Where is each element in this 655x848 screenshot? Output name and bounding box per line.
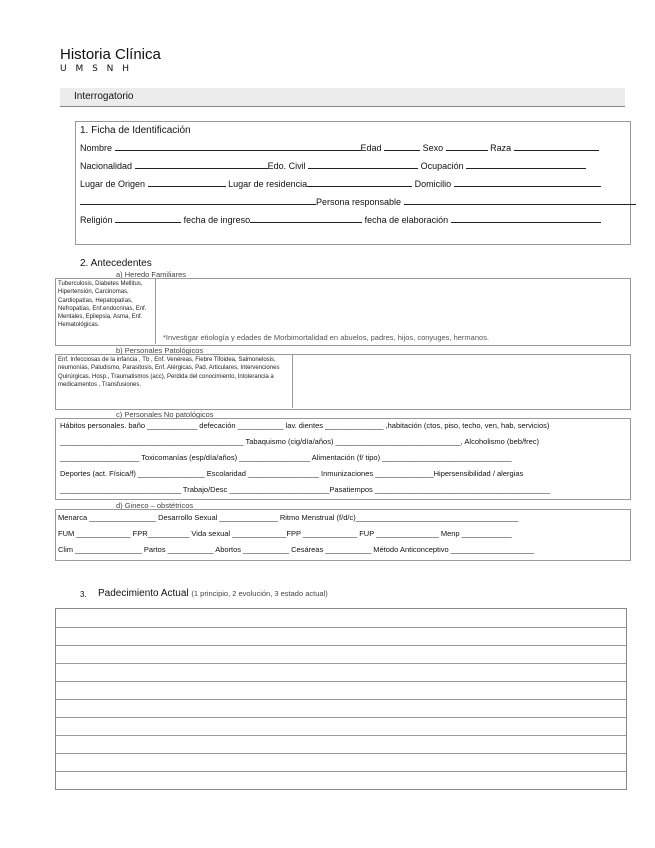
grid-line <box>56 753 626 754</box>
no-patologicos-label: c) Personales No patológicos <box>116 410 214 419</box>
fecha-elaboracion-label: fecha de elaboración <box>364 215 449 225</box>
responsable-field[interactable] <box>404 204 636 205</box>
grid-line <box>56 645 626 646</box>
padecimiento-grid[interactable] <box>55 608 627 790</box>
nacionalidad-field[interactable] <box>135 168 268 169</box>
fecha-ingreso-label: fecha de ingreso <box>183 215 251 225</box>
section-bar <box>60 88 625 107</box>
ficha-row-5 <box>80 215 601 225</box>
heredo-text: Tuberculosis, Diabetes Mellitus, Hipertensión, Carcinomas, Cardiopatías, Hepatopatías, Nefropatías, Enf.endocrinas, Enf. Mentales, Epilepsia, Asma, Enf. Hematológicas. <box>58 281 147 329</box>
grid-line <box>56 627 626 628</box>
grid-line <box>56 699 626 700</box>
ficha-row-1 <box>80 143 599 153</box>
gineco-line[interactable]: Menarca ________________ Desarrollo Sexual ______________ Ritmo Menstrual (f/d/c)_______________________________________ <box>58 513 519 522</box>
padecimiento-note: (1 principio, 2 evolución, 3 estado actual) <box>191 589 328 598</box>
patologicos-divider <box>292 354 293 408</box>
fecha-ingreso-field[interactable] <box>250 222 362 223</box>
heredo-note: *Investigar etiología y edades de Morbimortalidad en abuelos, padres, hijos, conyuges, hermanos. <box>163 333 490 342</box>
fecha-elaboracion-field[interactable] <box>451 222 601 223</box>
document-subtitle: U M S N H <box>60 64 133 74</box>
section-bar-label: Interrogatorio <box>74 91 134 102</box>
sexo-field[interactable] <box>446 150 488 151</box>
lugar-residencia-label: Lugar de residencia <box>228 179 308 189</box>
document-title: Historia Clínica <box>60 46 161 63</box>
heredo-label: a) Heredo Familiares <box>116 270 187 279</box>
edo-civil-field[interactable] <box>308 168 418 169</box>
lugar-origen-field[interactable] <box>148 186 226 187</box>
nacionalidad-label: Nacionalidad <box>80 161 133 171</box>
ficha-row-4 <box>80 197 636 207</box>
heredo-divider <box>155 278 156 344</box>
patologicos-label: b) Personales Patológicos <box>116 346 204 355</box>
grid-line <box>56 663 626 664</box>
patologicos-text: Enf. Infecciosas de la infancia , Tb , Enf. Venéreas, Fiebre Tifoidea, Salmonelosis, neumonías, Paludismo, Parasitosis, Enf. Alérgicas, Pad. Articulares, Intervenciones Quirúrgicas, Hosp., Traumatismos (acc), Perdida del conocimiento, Intolerancia a medicamentos , Transfusiones. <box>58 357 280 388</box>
nombre-field[interactable] <box>115 150 361 151</box>
grid-line <box>56 735 626 736</box>
edad-label: Edad <box>360 143 382 153</box>
ficha-row-2 <box>80 161 586 171</box>
no-patologicos-line[interactable]: _____________________________ Trabajo/Desc ________________________Pasatiempos __________________________________________ <box>60 485 551 494</box>
antecedentes-heading: 2. Antecedentes <box>80 258 152 269</box>
grid-line <box>56 681 626 682</box>
padecimiento-title: Padecimiento Actual <box>98 588 189 599</box>
no-patologicos-line[interactable]: Deportes (act. Física/f) ________________ Escolaridad _________________ Inmunizaciones ______________Hipersensibilidad / alergias <box>60 469 524 478</box>
no-patologicos-line[interactable]: Hábitos personales. baño ____________ defecación ___________ lav. dientes ______________ ,habitación (ctos, piso, techo, ven, hab, servicios) <box>60 421 550 430</box>
gineco-line[interactable]: FUM _____________ FPR__________ Vida sexual _____________FPP _____________ FUP _______________ Menp ____________ <box>58 529 512 538</box>
no-patologicos-line[interactable]: ____________________________________________ Tabaquismo (cig/día/años) ______________________________, Alcoholismo (beb/frec) <box>60 437 540 446</box>
persona-responsable-label: Persona responsable <box>316 197 402 207</box>
ocupacion-field[interactable] <box>466 168 586 169</box>
lugar-origen-label: Lugar de Origen <box>80 179 146 189</box>
ocupacion-label: Ocupación <box>420 161 464 171</box>
sexo-label: Sexo <box>422 143 444 153</box>
edo-civil-label: Edo. Civil <box>267 161 306 171</box>
domicilio-field[interactable] <box>454 186 601 187</box>
ficha-row-3 <box>80 179 601 189</box>
raza-label: Raza <box>490 143 512 153</box>
responsable-name-field[interactable] <box>80 204 316 205</box>
grid-line <box>56 771 626 772</box>
nombre-label: Nombre <box>80 143 113 153</box>
ficha-heading: 1. Ficha de Identificación <box>80 125 191 136</box>
domicilio-label: Domicilio <box>414 179 452 189</box>
religion-label: Religión <box>80 215 113 225</box>
gineco-label: d) Gineco – obstétricos <box>116 501 194 510</box>
gineco-line[interactable]: Clim ________________ Partos ___________ Abortos ___________ Cesáreas ___________ Método Anticonceptivo ____________________ <box>58 545 535 554</box>
lugar-residencia-field[interactable] <box>307 186 412 187</box>
padecimiento-heading <box>98 588 328 599</box>
grid-line <box>56 717 626 718</box>
religion-field[interactable] <box>115 222 181 223</box>
padecimiento-number: 3. <box>80 590 87 599</box>
no-patologicos-line[interactable]: ___________________ Toxicomanías (esp/día/años) _________________ Alimentación (f/ tipo) _______________________________ <box>60 453 512 462</box>
raza-field[interactable] <box>514 150 599 151</box>
edad-field[interactable] <box>384 150 420 151</box>
